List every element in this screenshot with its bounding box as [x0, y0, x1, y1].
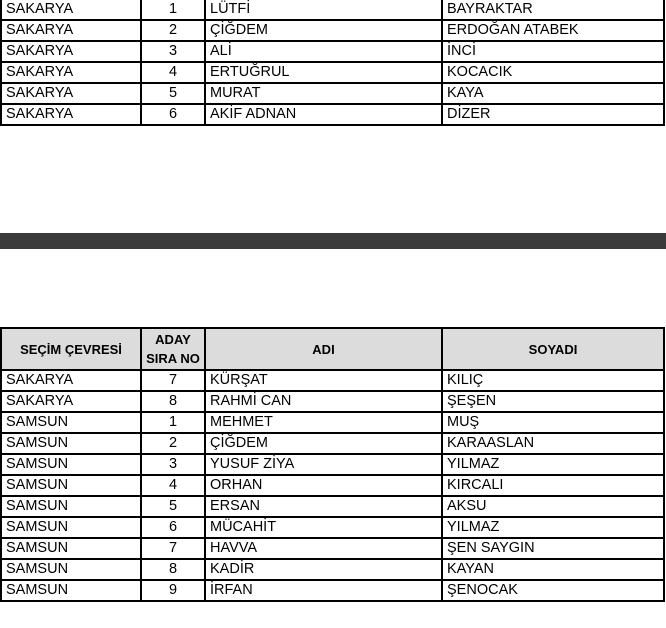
first-name-cell: MEHMET	[205, 412, 442, 433]
district-cell: SAMSUN	[1, 475, 141, 496]
table-row	[1, 20, 664, 41]
table-row	[1, 496, 664, 517]
header-rank-line1: ADAY	[155, 332, 191, 347]
surname-cell: KILIÇ	[442, 370, 664, 391]
first-name-cell: AKİF ADNAN	[205, 104, 442, 125]
surname-cell: KAYA	[442, 83, 664, 104]
header-first-name: ADI	[205, 328, 442, 370]
table-row	[1, 412, 664, 433]
table-row	[1, 580, 664, 601]
surname-cell: KAYAN	[442, 559, 664, 580]
surname-cell: İNCİ	[442, 41, 664, 62]
table-row	[1, 517, 664, 538]
table-row	[1, 83, 664, 104]
first-name-cell: ÇİĞDEM	[205, 433, 442, 454]
surname-cell: YILMAZ	[442, 517, 664, 538]
district-cell: SAKARYA	[1, 20, 141, 41]
rank-cell: 6	[141, 104, 205, 125]
first-name-cell: LÜTFİ	[205, 0, 442, 20]
header-surname: SOYADI	[442, 328, 664, 370]
rank-cell: 8	[141, 391, 205, 412]
table-row	[1, 41, 664, 62]
table-row	[1, 475, 664, 496]
rank-cell: 1	[141, 0, 205, 20]
district-cell: SAKARYA	[1, 391, 141, 412]
table-row	[1, 62, 664, 83]
surname-cell: KARAASLAN	[442, 433, 664, 454]
district-cell: SAMSUN	[1, 559, 141, 580]
first-name-cell: ALİ	[205, 41, 442, 62]
rank-cell: 6	[141, 517, 205, 538]
surname-cell: ERDOĞAN ATABEK	[442, 20, 664, 41]
surname-cell: KIRCALI	[442, 475, 664, 496]
surname-cell: KOCACIK	[442, 62, 664, 83]
surname-cell: DİZER	[442, 104, 664, 125]
first-name-cell: MURAT	[205, 83, 442, 104]
first-name-cell: RAHMİ CAN	[205, 391, 442, 412]
rank-cell: 7	[141, 538, 205, 559]
district-cell: SAKARYA	[1, 0, 141, 20]
rank-cell: 7	[141, 370, 205, 391]
rank-cell: 5	[141, 496, 205, 517]
rank-cell: 9	[141, 580, 205, 601]
surname-cell: YILMAZ	[442, 454, 664, 475]
district-cell: SAKARYA	[1, 83, 141, 104]
rank-cell: 4	[141, 475, 205, 496]
district-cell: SAMSUN	[1, 412, 141, 433]
table-header-row	[1, 328, 664, 370]
district-cell: SAKARYA	[1, 104, 141, 125]
surname-cell: MUŞ	[442, 412, 664, 433]
header-rank-line2: SIRA NO	[146, 351, 200, 366]
rank-cell: 4	[141, 62, 205, 83]
surname-cell: AKSU	[442, 496, 664, 517]
district-cell: SAMSUN	[1, 496, 141, 517]
rank-cell: 3	[141, 454, 205, 475]
district-cell: SAMSUN	[1, 433, 141, 454]
district-cell: SAKARYA	[1, 41, 141, 62]
first-name-cell: KÜRŞAT	[205, 370, 442, 391]
district-cell: SAMSUN	[1, 454, 141, 475]
district-cell: SAKARYA	[1, 370, 141, 391]
table-row	[1, 538, 664, 559]
table-row	[1, 433, 664, 454]
district-cell: SAKARYA	[1, 62, 141, 83]
first-name-cell: MÜCAHİT	[205, 517, 442, 538]
first-name-cell: KADİR	[205, 559, 442, 580]
surname-cell: ŞEN SAYGIN	[442, 538, 664, 559]
surname-cell: ŞEŞEN	[442, 391, 664, 412]
header-district: SEÇİM ÇEVRESİ	[1, 328, 141, 370]
table-row	[1, 391, 664, 412]
district-cell: SAMSUN	[1, 580, 141, 601]
table-row	[1, 454, 664, 475]
rank-cell: 1	[141, 412, 205, 433]
header-rank	[141, 328, 205, 370]
surname-cell: BAYRAKTAR	[442, 0, 664, 20]
district-cell: SAMSUN	[1, 538, 141, 559]
candidate-table-bottom	[0, 327, 665, 602]
surname-cell: ŞENOCAK	[442, 580, 664, 601]
first-name-cell: ERTUĞRUL	[205, 62, 442, 83]
section-divider	[0, 233, 666, 249]
rank-cell: 8	[141, 559, 205, 580]
first-name-cell: YUSUF ZİYA	[205, 454, 442, 475]
table-row	[1, 559, 664, 580]
rank-cell: 5	[141, 83, 205, 104]
candidate-table-top	[0, 0, 665, 126]
first-name-cell: HAVVA	[205, 538, 442, 559]
rank-cell: 2	[141, 20, 205, 41]
district-cell: SAMSUN	[1, 517, 141, 538]
first-name-cell: ÇİĞDEM	[205, 20, 442, 41]
table-row	[1, 0, 664, 20]
rank-cell: 3	[141, 41, 205, 62]
rank-cell: 2	[141, 433, 205, 454]
table-row	[1, 370, 664, 391]
table-row	[1, 104, 664, 125]
first-name-cell: ERSAN	[205, 496, 442, 517]
first-name-cell: ORHAN	[205, 475, 442, 496]
first-name-cell: İRFAN	[205, 580, 442, 601]
